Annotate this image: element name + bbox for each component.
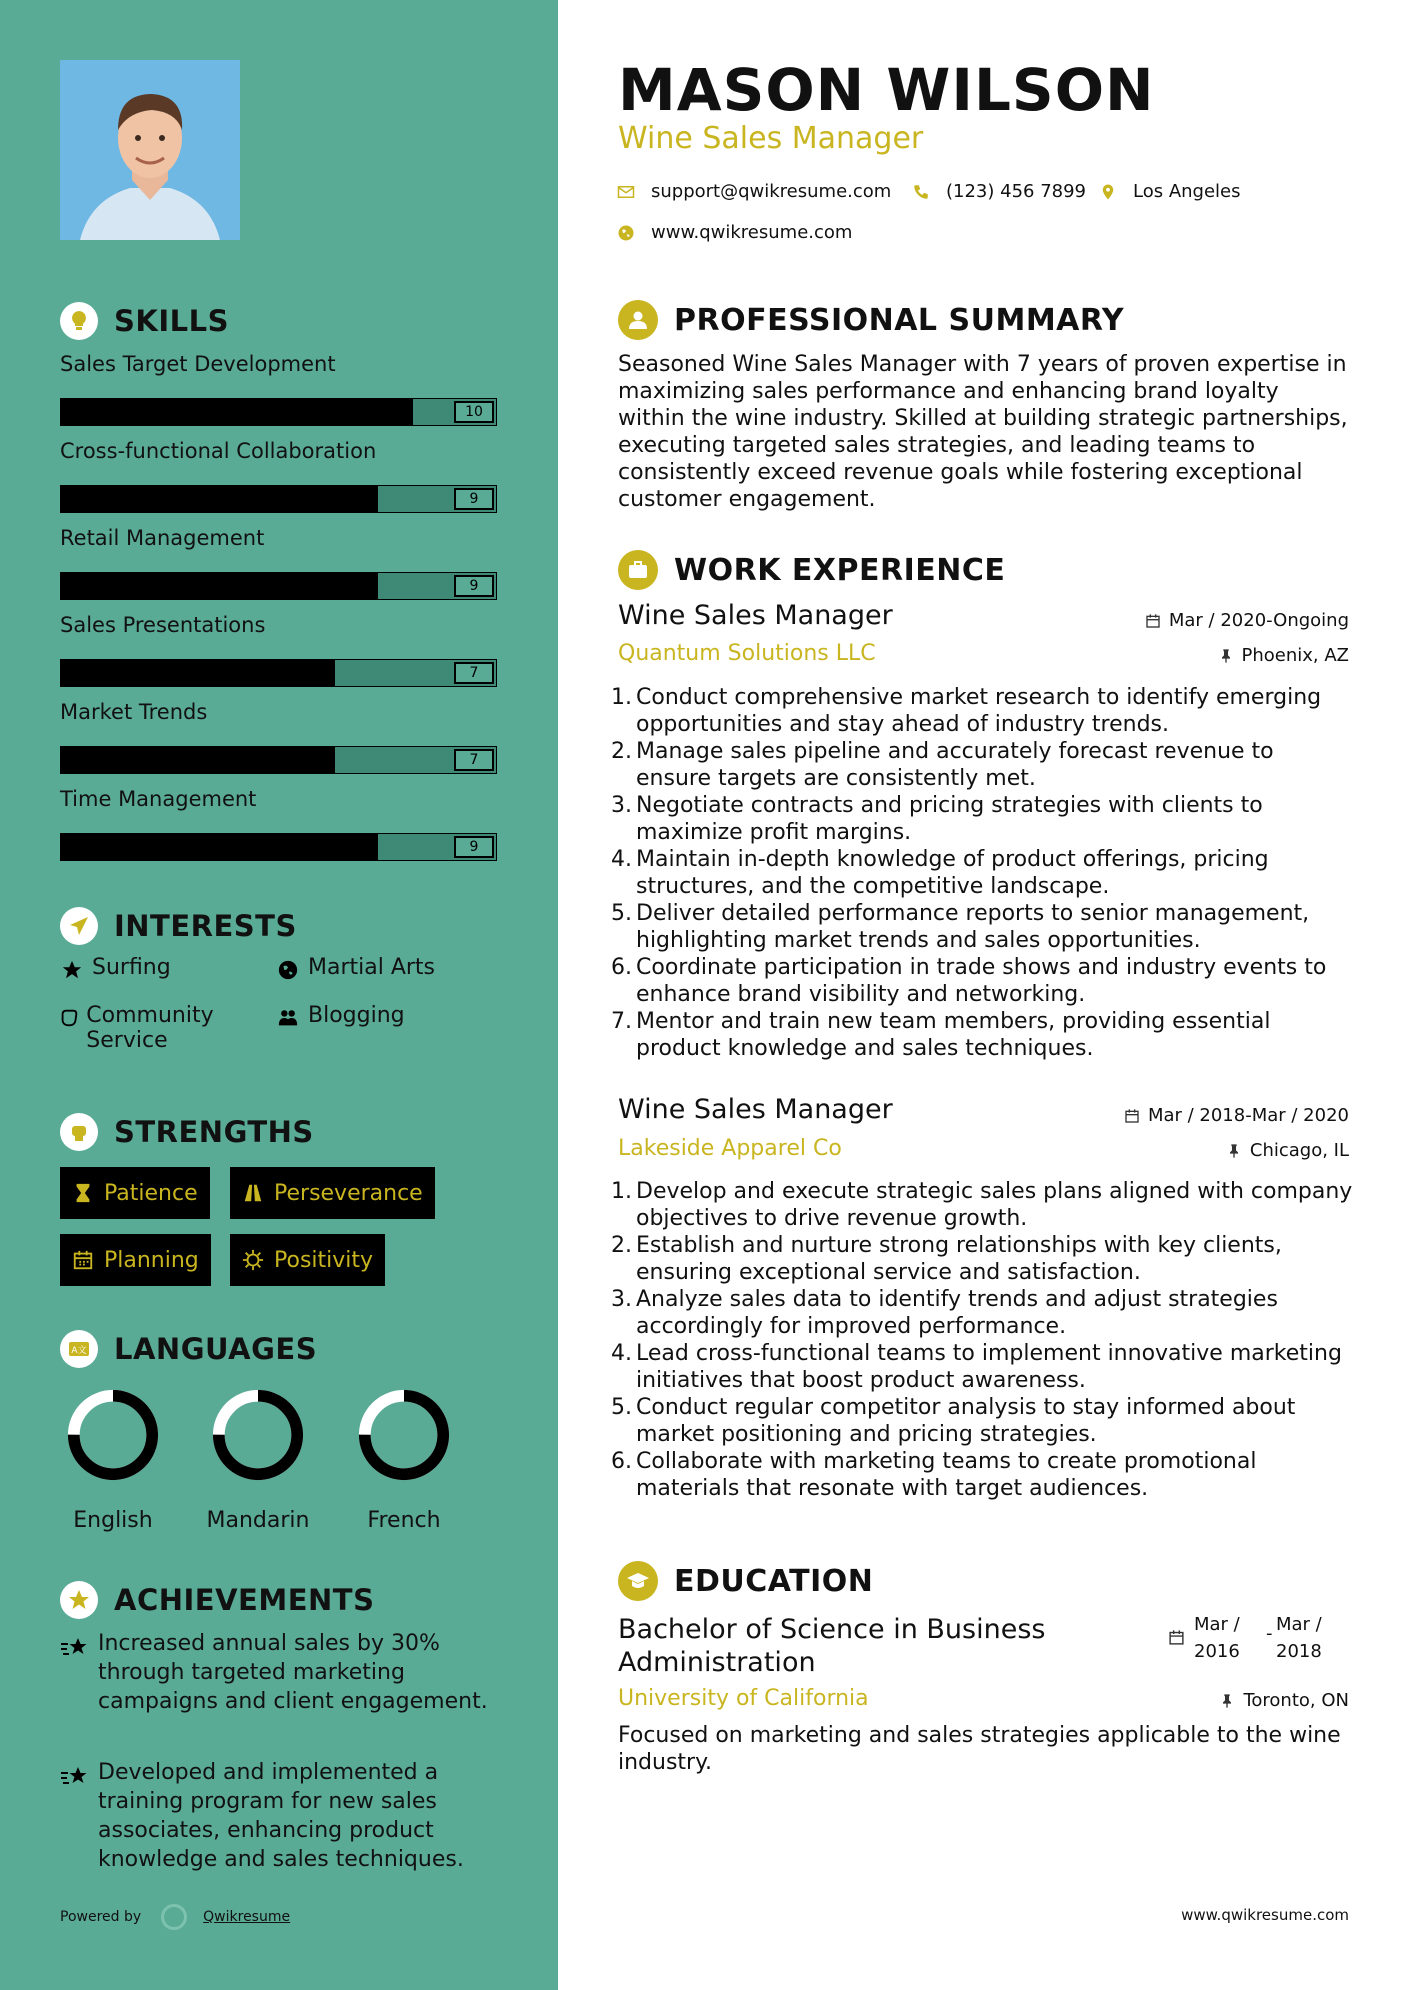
strength-label: Planning — [104, 1247, 199, 1273]
skill-item — [60, 700, 500, 774]
edu-end-date — [1276, 1611, 1322, 1665]
achievement-item — [60, 1629, 500, 1716]
duty-item: 1. Develop and execute strategic sales plans aligned with company objectives to drive revenue growth. — [611, 1179, 1353, 1231]
duty-text: Deliver detailed performance reports to senior management, highlighting market trends and sales opportunities. — [636, 901, 1310, 953]
skill-item — [60, 352, 500, 426]
skill-bar — [60, 485, 497, 513]
skill-level: 7 — [454, 662, 494, 684]
achievements-heading — [60, 1581, 374, 1619]
graduation-cap-icon — [618, 1561, 658, 1601]
website-text: www.qwikresume.com — [651, 222, 853, 243]
language-item — [53, 1386, 173, 1533]
contact-phone[interactable] — [912, 181, 1086, 202]
skill-bar-fill — [61, 660, 335, 686]
duty-text: Mentor and train new team members, providing essential product knowledge and sales techniques. — [636, 1009, 1271, 1061]
language-label: English — [73, 1508, 153, 1533]
calendar-icon — [1145, 613, 1161, 629]
skill-bar — [60, 833, 497, 861]
skill-level: 9 — [454, 488, 494, 510]
contact-website[interactable] — [617, 222, 852, 243]
sidebar — [0, 0, 558, 1990]
language-icon — [60, 1330, 98, 1368]
edu-date-dash: - — [1266, 1623, 1273, 1644]
edu-description: Focused on marketing and sales strategies applicable to the wine industry. — [618, 1723, 1341, 1775]
skills-heading — [60, 302, 229, 340]
contact-email[interactable] — [617, 181, 891, 202]
job-location-text: Chicago, IL — [1249, 1140, 1349, 1161]
duty-text: Conduct comprehensive market research to identify emerging opportunities and stay ahead of industry trends. — [636, 685, 1322, 737]
interest-item — [274, 955, 435, 981]
languages-title: LANGUAGES — [114, 1332, 318, 1366]
strength-badge — [230, 1234, 385, 1286]
achievement-text: Increased annual sales by 30% through targeted marketing campaigns and client engagement. — [98, 1631, 488, 1714]
duty-text: Develop and execute strategic sales plans aligned with company objectives to drive revenue growth. — [636, 1179, 1353, 1231]
duty-text: Negotiate contracts and pricing strategies with clients to maximize profit margins. — [636, 793, 1263, 845]
job-dates — [1145, 610, 1349, 631]
duty-text: Lead cross-functional teams to implement innovative marketing initiatives that boost product awareness. — [636, 1341, 1342, 1393]
duty-item: 1. Conduct comprehensive market research to identify emerging opportunities and stay ahead of industry trends. — [611, 685, 1322, 737]
interest-label: Community Service — [86, 1003, 214, 1053]
skill-bar — [60, 659, 497, 687]
summary-text: Seasoned Wine Sales Manager with 7 years of proven expertise in maximizing sales performance and enhancing brand loyalty within the wine industry. Skilled at building strategic partnerships, executing targeted sales strategies, and leading teams to consistently exceed revenue goals while fostering exceptional customer engagement. — [618, 352, 1348, 512]
languages-heading — [60, 1330, 317, 1368]
strength-badge — [60, 1167, 210, 1219]
globe-icon — [274, 955, 302, 981]
skill-bar-fill — [61, 834, 378, 860]
skill-label: Market Trends — [60, 700, 208, 724]
duty-item: 5. Conduct regular competitor analysis to stay informed about market positioning and pricing strategies. — [611, 1395, 1296, 1447]
fist-icon — [60, 1113, 98, 1151]
skill-item — [60, 526, 500, 600]
duty-item: 4. Maintain in-depth knowledge of product offerings, pricing structures, and the competitive landscape. — [611, 847, 1269, 899]
job-duties — [611, 684, 1353, 1062]
skill-item — [60, 439, 500, 513]
duty-item: 3. Negotiate contracts and pricing strategies with clients to maximize profit margins. — [611, 793, 1263, 845]
edu-start-month: Mar / — [1194, 1614, 1240, 1635]
hourglass-icon — [72, 1182, 94, 1204]
calendar-icon — [1124, 1108, 1140, 1124]
interest-label: Surfing — [92, 955, 171, 980]
experience-heading — [618, 550, 1005, 590]
summary-title: PROFESSIONAL SUMMARY — [674, 302, 1125, 338]
job-location-text: Phoenix, AZ — [1241, 645, 1349, 666]
candidate-name: MASON WILSON — [618, 56, 1155, 124]
users-icon — [274, 1003, 302, 1029]
duty-text: Establish and nurture strong relationships with key clients, ensuring exceptional service and satisfaction. — [636, 1233, 1282, 1285]
map-pin-icon — [1099, 183, 1117, 201]
shooting-star-icon — [60, 1629, 98, 1716]
job-dates-text: Mar / 2018-Mar / 2020 — [1147, 1105, 1349, 1126]
edu-start-date — [1194, 1611, 1240, 1665]
avatar — [60, 60, 240, 240]
interest-item — [58, 955, 171, 981]
company-name: Quantum Solutions LLC — [618, 641, 876, 666]
achievements-title: ACHIEVEMENTS — [114, 1583, 375, 1617]
skill-level: 9 — [454, 836, 494, 858]
duty-item: 6. Coordinate participation in trade shows and industry events to enhance brand visibility and networking. — [611, 955, 1327, 1007]
job-dates — [1124, 1105, 1349, 1126]
achievement-item — [60, 1758, 500, 1874]
edu-end-year: 2018 — [1276, 1641, 1322, 1662]
duty-text: Analyze sales data to identify trends and adjust strategies accordingly for improved performance. — [636, 1287, 1278, 1339]
experience-title: WORK EXPERIENCE — [674, 552, 1006, 588]
duty-item: 5. Deliver detailed performance reports to senior management, highlighting market trends and sales opportunities. — [611, 901, 1310, 953]
skill-bar — [60, 398, 497, 426]
footer-website[interactable]: www.qwikresume.com — [1181, 1906, 1349, 1924]
lightbulb-icon — [60, 302, 98, 340]
language-label: French — [367, 1508, 441, 1533]
edu-end-month: Mar / — [1276, 1614, 1322, 1635]
job-location — [1226, 1140, 1349, 1161]
edu-start-year: 2016 — [1194, 1641, 1240, 1662]
duty-text: Coordinate participation in trade shows and industry events to enhance brand visibility and networking. — [636, 955, 1327, 1007]
user-icon — [618, 300, 658, 340]
duty-text: Manage sales pipeline and accurately forecast revenue to ensure targets are consistently met. — [636, 739, 1274, 791]
candidate-role: Wine Sales Manager — [618, 121, 924, 156]
duty-item: 4. Lead cross-functional teams to implement innovative marketing initiatives that boost product awareness. — [611, 1341, 1342, 1393]
language-donut — [355, 1386, 453, 1484]
strength-label: Perseverance — [274, 1180, 423, 1206]
envelope-icon — [617, 183, 635, 201]
globe-icon — [617, 224, 635, 242]
skill-level: 10 — [454, 401, 494, 423]
calendar-icon — [72, 1249, 94, 1271]
skill-bar — [60, 746, 497, 774]
calendar-icon — [1168, 1629, 1185, 1646]
job-duties — [611, 1178, 1353, 1502]
skill-bar-fill — [61, 486, 378, 512]
interest-label: Martial Arts — [308, 955, 436, 980]
pin-icon — [1218, 648, 1234, 664]
skill-label: Sales Presentations — [60, 613, 266, 637]
powered-by — [60, 1904, 290, 1930]
summary-heading — [618, 300, 1124, 340]
skill-bar — [60, 572, 497, 600]
strength-badge — [230, 1167, 435, 1219]
contact-location — [1099, 181, 1241, 202]
powered-by-link[interactable]: Qwikresume — [203, 1909, 291, 1925]
duty-item: 7. Mentor and train new team members, providing essential product knowledge and sales techniques. — [611, 1009, 1271, 1061]
phone-text: (123) 456 7899 — [946, 181, 1087, 202]
skill-item — [60, 787, 500, 861]
language-donut — [64, 1386, 162, 1484]
strength-badge — [60, 1234, 211, 1286]
duty-text: Conduct regular competitor analysis to stay informed about market positioning and pricing strategies. — [636, 1395, 1296, 1447]
school-name: University of California — [618, 1686, 869, 1711]
education-heading — [618, 1561, 873, 1601]
phone-icon — [912, 183, 930, 201]
interest-label: Blogging — [308, 1003, 405, 1028]
interest-item — [58, 1003, 258, 1053]
job-title: Wine Sales Manager — [618, 600, 893, 631]
skill-label: Cross-functional Collaboration — [60, 439, 377, 463]
strengths-title: STRENGTHS — [114, 1115, 314, 1149]
skill-label: Sales Target Development — [60, 352, 336, 376]
duty-item: 2. Manage sales pipeline and accurately forecast revenue to ensure targets are consistently met. — [611, 739, 1274, 791]
interest-item — [274, 1003, 405, 1029]
skill-bar-fill — [61, 573, 378, 599]
edu-location-text: Toronto, ON — [1243, 1690, 1349, 1711]
job-location — [1218, 645, 1350, 666]
duty-item: 3. Analyze sales data to identify trends and adjust strategies accordingly for improved performance. — [611, 1287, 1278, 1339]
qwikresume-logo — [161, 1904, 187, 1930]
shooting-star-icon — [60, 1758, 98, 1874]
star-badge-icon — [60, 1581, 98, 1619]
interests-title: INTERESTS — [114, 909, 297, 943]
powered-by-label: Powered by — [60, 1909, 142, 1925]
strength-label: Positivity — [274, 1247, 374, 1273]
strengths-heading — [60, 1113, 314, 1151]
achievement-text: Developed and implemented a training program for new sales associates, enhancing product knowledge and sales techniques. — [98, 1760, 464, 1872]
profile-photo — [60, 60, 240, 240]
paper-plane-icon — [60, 907, 98, 945]
location-text: Los Angeles — [1133, 181, 1241, 202]
skill-item — [60, 613, 500, 687]
language-label: Mandarin — [206, 1508, 310, 1533]
hand-icon — [58, 1003, 80, 1029]
language-donut — [209, 1386, 307, 1484]
duty-item: 6. Collaborate with marketing teams to create promotional materials that resonate with target audiences. — [611, 1449, 1257, 1501]
pin-icon — [1219, 1693, 1235, 1709]
job-title: Wine Sales Manager — [618, 1094, 893, 1125]
company-name: Lakeside Apparel Co — [618, 1136, 842, 1161]
road-icon — [242, 1182, 264, 1204]
interests-heading — [60, 907, 297, 945]
language-item — [344, 1386, 464, 1533]
skill-label: Time Management — [60, 787, 257, 811]
skill-level: 7 — [454, 749, 494, 771]
briefcase-icon — [618, 550, 658, 590]
skill-bar-fill — [61, 747, 335, 773]
pin-icon — [1226, 1143, 1242, 1159]
duty-text: Maintain in-depth knowledge of product offerings, pricing structures, and the competitive landscape. — [636, 847, 1269, 899]
duty-text: Collaborate with marketing teams to create promotional materials that resonate with target audiences. — [636, 1449, 1257, 1501]
edu-location — [1219, 1690, 1349, 1711]
skills-title: SKILLS — [114, 304, 229, 338]
duty-item: 2. Establish and nurture strong relationships with key clients, ensuring exceptional service and satisfaction. — [611, 1233, 1282, 1285]
email-text: support@qwikresume.com — [651, 181, 892, 202]
skill-label: Retail Management — [60, 526, 265, 550]
star-icon — [58, 955, 86, 981]
svg-text:A文: A文 — [71, 1346, 87, 1356]
skill-bar-fill — [61, 399, 413, 425]
job-dates-text: Mar / 2020-Ongoing — [1168, 610, 1349, 631]
language-item — [198, 1386, 318, 1533]
sun-icon — [242, 1249, 264, 1271]
skill-level: 9 — [454, 575, 494, 597]
strength-label: Patience — [104, 1180, 198, 1206]
education-title: EDUCATION — [674, 1563, 874, 1599]
degree-title: Bachelor of Science in Business Administration — [618, 1614, 1046, 1678]
